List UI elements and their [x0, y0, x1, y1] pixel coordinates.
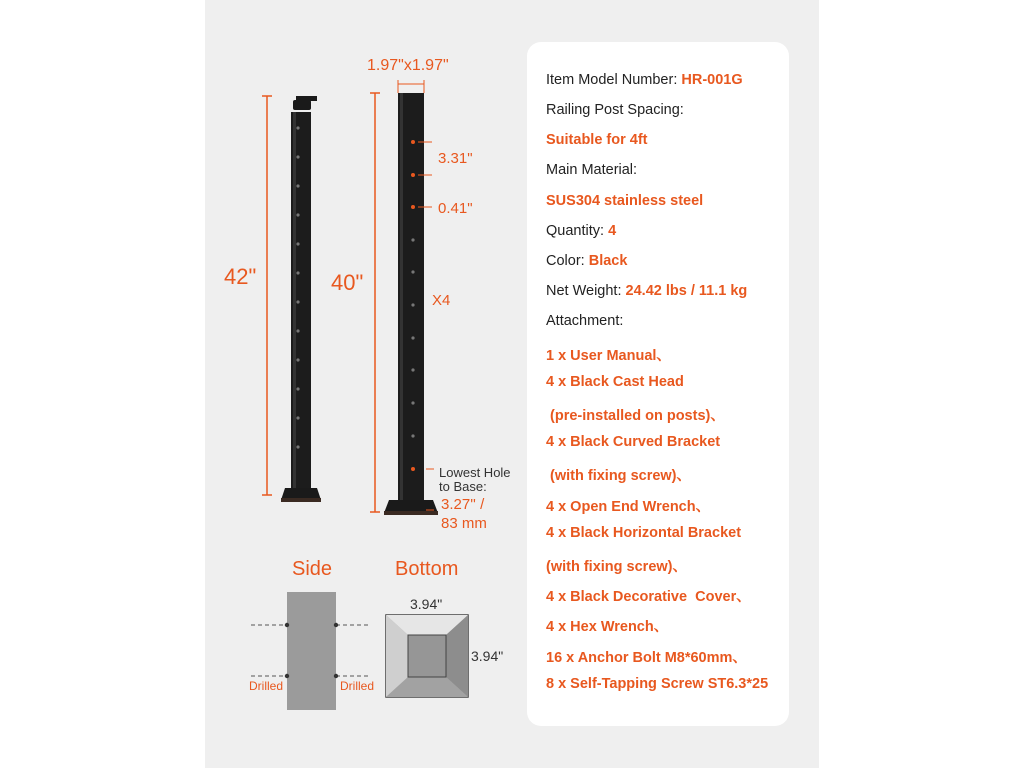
- height-42-label: 42": [224, 264, 257, 289]
- spec-spacing-value: Suitable for 4ft: [546, 132, 648, 148]
- weight-label: Net Weight:: [546, 283, 626, 299]
- attachment-item: 8 x Self-Tapping Screw ST6.3*25: [546, 676, 769, 692]
- attachment-item: (with fixing screw)、: [546, 468, 692, 484]
- hole-spacing-label: 3.31": [438, 150, 473, 167]
- lowest-hole-label-1: Lowest Hole: [439, 465, 511, 480]
- attachment-item: 4 x Black Cast Head: [546, 374, 684, 390]
- drilled-left-label: Drilled: [249, 679, 284, 693]
- drilled-right-label: Drilled: [340, 679, 375, 693]
- height-40-dimension-line: [370, 93, 380, 512]
- attachment-item: 4 x Black Curved Bracket: [546, 434, 721, 450]
- attachment-item: 4 x Black Decorative Cover、: [546, 589, 751, 605]
- top-width-dimension: [398, 80, 424, 93]
- attachment-item: (pre-installed on posts)、: [546, 408, 725, 424]
- post-with-cast-head: [281, 96, 321, 502]
- attachment-item: 1 x User Manual、: [546, 348, 671, 364]
- color-value: Black: [588, 253, 628, 269]
- lowest-hole-label-2: to Base:: [439, 479, 487, 494]
- lowest-hole-value-1: 3.27'' /: [441, 496, 485, 513]
- attachment-item: 16 x Anchor Bolt M8*60mm、: [546, 650, 747, 666]
- lowest-hole-value-2: 83 mm: [441, 515, 487, 532]
- base-depth-label: 3.94": [471, 648, 504, 664]
- model-value: HR-001G: [681, 72, 743, 88]
- spec-model: [546, 72, 743, 88]
- quantity-mark: X4: [432, 292, 451, 309]
- spec-attachment-label: Attachment:: [546, 313, 624, 329]
- spec-quantity: [546, 223, 616, 239]
- side-view-title: Side: [292, 558, 333, 580]
- attachment-item: 4 x Hex Wrench、: [546, 619, 669, 635]
- spec-material-label: Main Material:: [546, 162, 638, 178]
- spec-material-value: SUS304 stainless steel: [546, 193, 704, 209]
- base-width-label: 3.94": [410, 596, 443, 612]
- spec-color: [546, 253, 627, 269]
- quantity-value: 4: [608, 223, 617, 239]
- bottom-view-title: Bottom: [395, 558, 459, 580]
- weight-value: 24.42 lbs / 11.1 kg: [625, 283, 748, 299]
- height-42-dimension-line: [262, 96, 272, 495]
- height-40-label: 40": [331, 270, 364, 295]
- quantity-label: Quantity:: [546, 223, 609, 239]
- attachment-item: 4 x Open End Wrench、: [546, 499, 711, 515]
- model-label: Item Model Number:: [546, 72, 682, 88]
- color-label: Color:: [546, 253, 589, 269]
- spec-weight: [546, 283, 747, 299]
- hole-diameter-label: 0.41": [438, 200, 473, 217]
- top-size-label: 1.97"x1.97": [367, 57, 449, 74]
- spec-spacing-label: Railing Post Spacing:: [546, 102, 684, 118]
- post-without-head: [384, 93, 438, 515]
- bottom-view-drawing: [386, 615, 468, 697]
- attachment-item: (with fixing screw)、: [546, 559, 687, 575]
- attachment-item: 4 x Black Horizontal Bracket: [546, 525, 742, 541]
